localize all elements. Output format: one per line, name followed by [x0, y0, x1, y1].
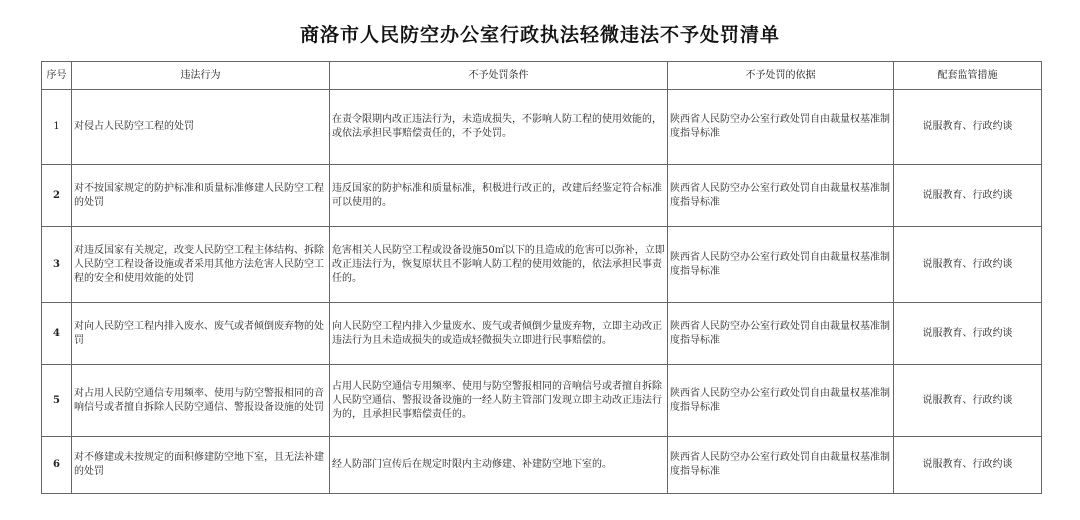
header-exemption-condition: 不予处罚条件: [330, 62, 668, 90]
row-measure: 说服教育、行政约谈: [894, 90, 1042, 165]
row-violation: 对向人民防空工程内排入废水、废气或者倾倒废弃物的处罚: [72, 303, 330, 365]
row-measure: 说服教育、行政约谈: [894, 303, 1042, 365]
row-basis: 陕西省人民防空办公室行政处罚自由裁量权基准制度指导标准: [668, 437, 894, 494]
row-basis: 陕西省人民防空办公室行政处罚自由裁量权基准制度指导标准: [668, 227, 894, 303]
row-measure: 说服教育、行政约谈: [894, 437, 1042, 494]
row-basis: 陕西省人民防空办公室行政处罚自由裁量权基准制度指导标准: [668, 165, 894, 227]
row-measure: 说服教育、行政约谈: [894, 227, 1042, 303]
row-index: 5: [42, 365, 72, 437]
row-violation: 对不按国家规定的防护标准和质量标准修建人民防空工程的处罚: [72, 165, 330, 227]
page-title: 商洛市人民防空办公室行政执法轻微违法不予处罚清单: [299, 24, 780, 46]
row-violation: 对违反国家有关规定，改变人民防空工程主体结构、拆除人民防空工程设备设施或者采用其他方法危害人民防空工程的安全和使用效能的处罚: [72, 227, 330, 303]
row-index: 6: [42, 437, 72, 494]
table-row: [42, 227, 1042, 303]
header-exemption-basis: 不予处罚的依据: [668, 62, 894, 90]
table-header-row: [42, 62, 1042, 90]
row-basis: 陕西省人民防空办公室行政处罚自由裁量权基准制度指导标准: [668, 303, 894, 365]
row-condition: 违反国家的防护标准和质量标准，积极进行改正的，改建后经鉴定符合标准可以使用的。: [330, 165, 668, 227]
row-violation: 对不修建或未按规定的面积修建防空地下室，且无法补建的处罚: [72, 437, 330, 494]
row-condition: 向人民防空工程内排入少量废水、废气或者倾倒少量废弃物，立即主动改正违法行为且未造成损失的或造成轻微损失立即进行民事赔偿的。: [330, 303, 668, 365]
table-row: [42, 437, 1042, 494]
row-condition: 在责令限期内改正违法行为，未造成损失，不影响人防工程的使用效能的，或依法承担民事赔偿责任的，不予处罚。: [330, 90, 668, 165]
row-basis: 陕西省人民防空办公室行政处罚自由裁量权基准制度指导标准: [668, 365, 894, 437]
row-condition: 经人防部门宣传后在规定时限内主动修建、补建防空地下室的。: [330, 437, 668, 494]
row-violation: 对侵占人民防空工程的处罚: [72, 90, 330, 165]
row-violation: 对占用人民防空通信专用频率、使用与防空警报相同的音响信号或者擅自拆除人民防空通信、警报设备设施的处罚: [72, 365, 330, 437]
row-index: 4: [42, 303, 72, 365]
row-condition: 占用人民防空通信专用频率、使用与防空警报相同的音响信号或者擅自拆除人民防空通信、警报设备设施的一经人防主管部门发现立即主动改正违法行为的，且承担民事赔偿责任的。: [330, 365, 668, 437]
row-measure: 说服教育、行政约谈: [894, 165, 1042, 227]
table-row: [42, 165, 1042, 227]
table-row: [42, 90, 1042, 165]
row-condition: 危害相关人民防空工程或设备设施50㎡以下的且造成的危害可以弥补，立即改正违法行为，恢复原状且不影响人防工程的使用效能的，依法承担民事责任的。: [330, 227, 668, 303]
header-supervision-measure: 配套监管措施: [894, 62, 1042, 90]
table-row: [42, 365, 1042, 437]
penalty-exemption-table: [41, 61, 1042, 494]
table-row: [42, 303, 1042, 365]
header-violation: 违法行为: [72, 62, 330, 90]
row-index: 2: [42, 165, 72, 227]
header-index: 序号: [42, 62, 72, 90]
row-measure: 说服教育、行政约谈: [894, 365, 1042, 437]
row-index: 1: [42, 90, 72, 165]
row-index: 3: [42, 227, 72, 303]
row-basis: 陕西省人民防空办公室行政处罚自由裁量权基准制度指导标准: [668, 90, 894, 165]
